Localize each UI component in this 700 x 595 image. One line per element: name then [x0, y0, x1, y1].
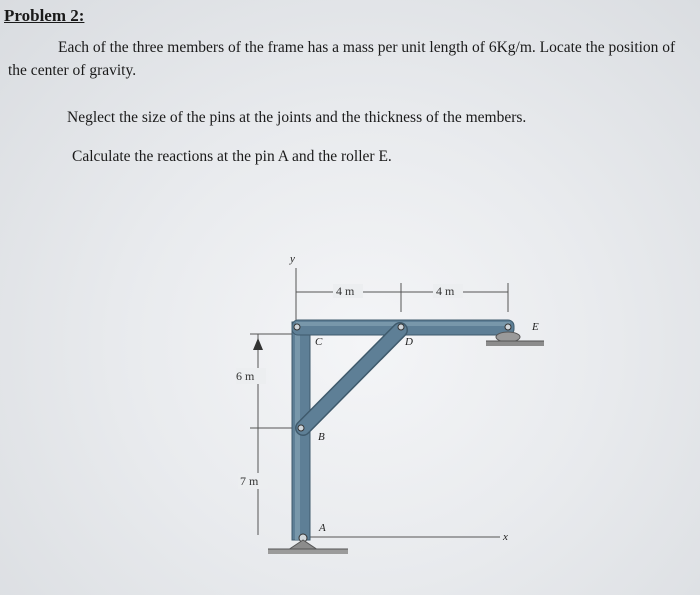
- pin-joint-e: [505, 324, 511, 330]
- point-label-d: D: [405, 336, 413, 348]
- roller-ground-e: [486, 341, 544, 346]
- dimension-label-upper-vertical: 6 m: [236, 369, 255, 383]
- dimension-arrow-head: [253, 338, 263, 350]
- point-label-a: A: [319, 522, 326, 534]
- problem-paragraph-neglect: Neglect the size of the pins at the joints and the thickness of the members.: [67, 109, 527, 126]
- pin-joint-c: [294, 324, 300, 330]
- ground-a: [268, 549, 348, 554]
- problem-title: Problem 2:: [4, 6, 85, 25]
- y-axis-label: y: [290, 253, 295, 265]
- point-label-e: E: [532, 321, 539, 333]
- dimension-label-top-right: 4 m: [436, 284, 455, 298]
- dimension-label-top-left: 4 m: [336, 284, 355, 298]
- dimension-label-lower-vertical: 7 m: [240, 474, 259, 488]
- pin-joint-b: [298, 425, 304, 431]
- problem-paragraph-mass: Each of the three members of the frame has a mass per unit length of 6Kg/m. Locate the position of the center of gravity.: [8, 39, 676, 79]
- pin-joint-d: [398, 324, 404, 330]
- point-label-b: B: [318, 431, 325, 443]
- problem-paragraph-reactions: Calculate the reactions at the pin A and the roller E.: [72, 148, 392, 165]
- point-label-c: C: [315, 336, 323, 348]
- x-axis-label: x: [503, 531, 508, 543]
